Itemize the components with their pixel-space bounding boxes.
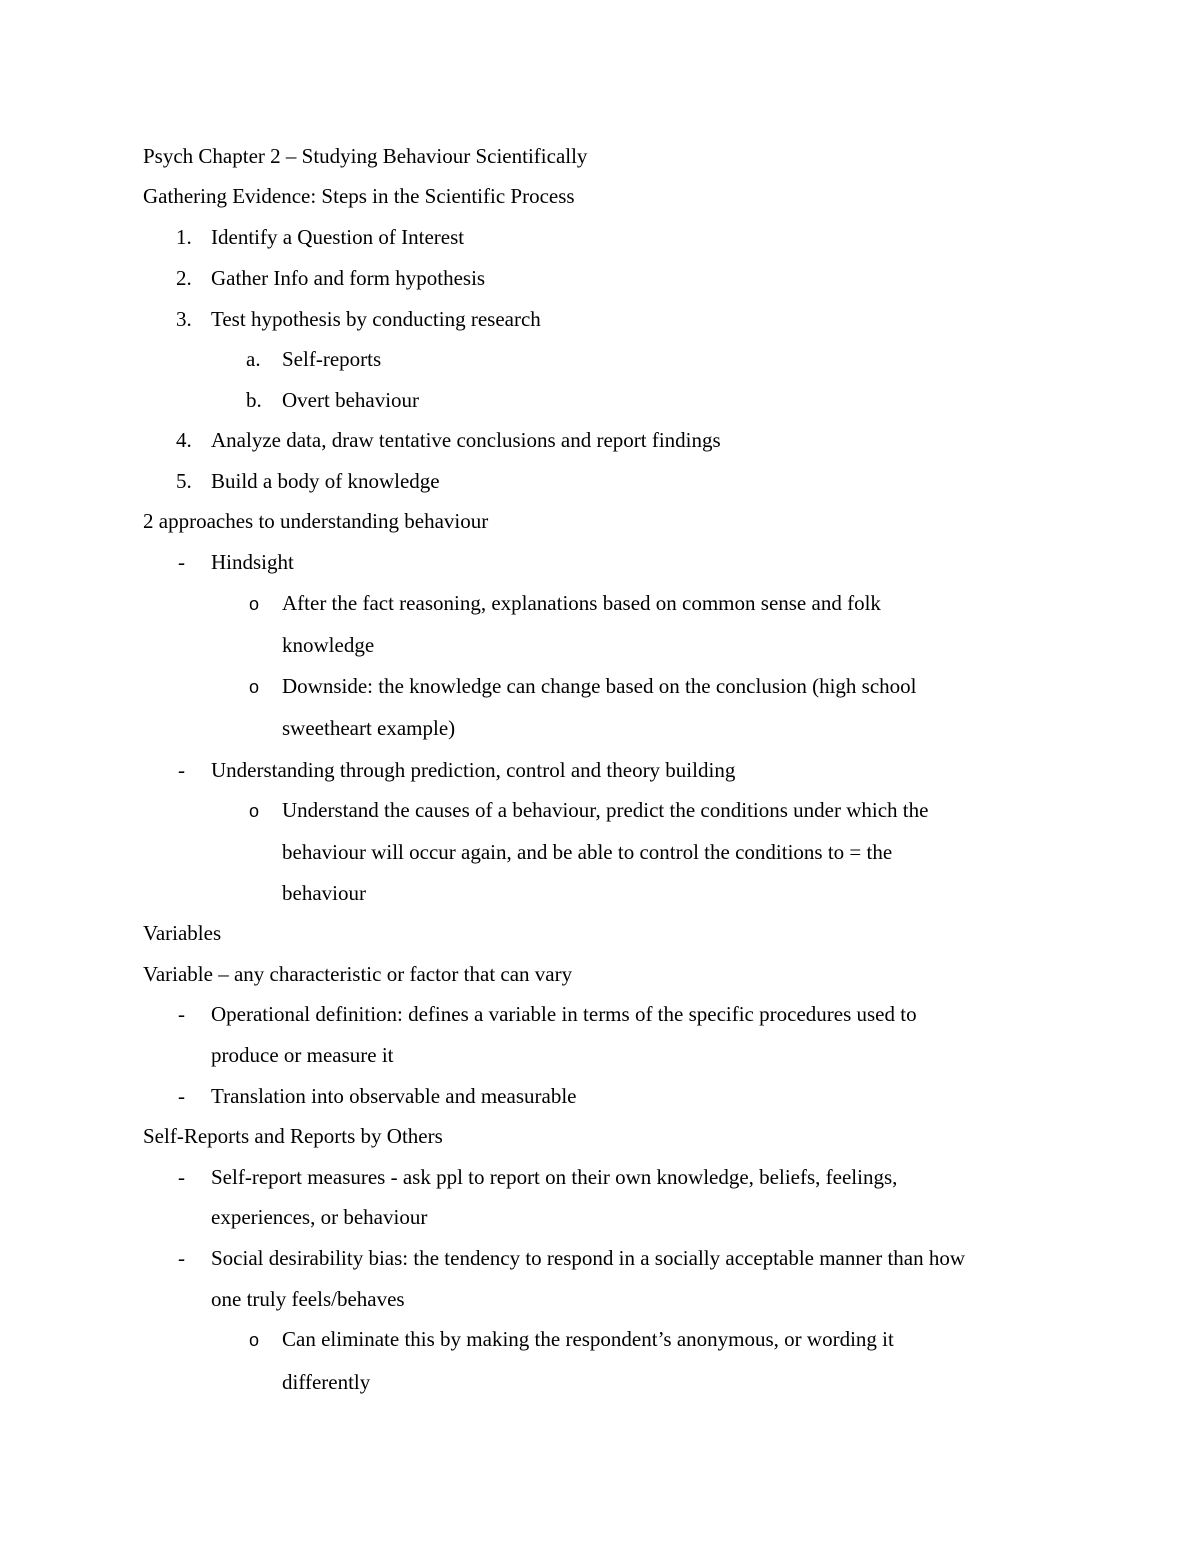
list-item-hindsight: Hindsight — [211, 550, 294, 574]
section-heading-approaches: 2 approaches to understanding behaviour — [143, 509, 489, 533]
list-item-understanding: Understanding through prediction, control and theory building — [211, 758, 736, 782]
sublist-item-continuation: sweetheart example) — [282, 716, 456, 740]
list-marker: 4. — [176, 428, 192, 452]
list-item: Analyze data, draw tentative conclusions and report findings — [211, 428, 721, 452]
sublist-item: Overt behaviour — [282, 388, 420, 412]
document-title: Psych Chapter 2 – Studying Behaviour Scientifically — [143, 144, 588, 168]
sublist-item-continuation: behaviour — [282, 881, 366, 905]
list-item: Test hypothesis by conducting research — [211, 307, 541, 331]
sublist-item: Can eliminate this by making the respondent’s anonymous, or wording it — [282, 1327, 894, 1351]
circle-bullet: o — [249, 801, 260, 821]
list-item-continuation: experiences, or behaviour — [211, 1205, 428, 1229]
dash-bullet: - — [178, 758, 185, 782]
dash-bullet: - — [178, 1002, 185, 1026]
list-marker: 2. — [176, 266, 192, 290]
sublist-item: After the fact reasoning, explanations based on common sense and folk — [282, 591, 881, 615]
list-item: Social desirability bias: the tendency to respond in a socially acceptable manner than how — [211, 1246, 966, 1270]
variable-definition: Variable – any characteristic or factor that can vary — [143, 962, 573, 986]
dash-bullet: - — [178, 1165, 185, 1189]
sublist-item: Downside: the knowledge can change based on the conclusion (high school — [282, 674, 917, 698]
list-item: Gather Info and form hypothesis — [211, 266, 486, 290]
sublist-item-continuation: knowledge — [282, 633, 375, 657]
circle-bullet: o — [249, 1330, 260, 1350]
list-item: Build a body of knowledge — [211, 469, 440, 493]
dash-bullet: - — [178, 1084, 185, 1108]
circle-bullet: o — [249, 594, 260, 614]
list-item: Operational definition: defines a variable in terms of the specific procedures used to — [211, 1002, 917, 1026]
list-marker: 5. — [176, 469, 192, 493]
sublist-item-continuation: behaviour will occur again, and be able to control the conditions to = the — [282, 840, 893, 864]
list-marker: 1. — [176, 225, 192, 249]
section-heading-variables: Variables — [143, 921, 222, 945]
sublist-marker: b. — [246, 388, 262, 412]
list-marker: 3. — [176, 307, 192, 331]
list-item: Identify a Question of Interest — [211, 225, 465, 249]
dash-bullet: - — [178, 550, 185, 574]
list-item-continuation: one truly feels/behaves — [211, 1287, 405, 1311]
sublist-marker: a. — [246, 347, 261, 371]
sublist-item-continuation: differently — [282, 1370, 371, 1394]
sublist-item: Understand the causes of a behaviour, predict the conditions under which the — [282, 798, 929, 822]
list-item: Self-report measures - ask ppl to report on their own knowledge, beliefs, feelings, — [211, 1165, 898, 1189]
section-heading-scientific-process: Gathering Evidence: Steps in the Scientific Process — [143, 184, 575, 208]
list-item: Translation into observable and measurable — [211, 1084, 577, 1108]
sublist-item: Self-reports — [282, 347, 382, 371]
circle-bullet: o — [249, 677, 260, 697]
dash-bullet: - — [178, 1246, 185, 1270]
section-heading-self-reports: Self-Reports and Reports by Others — [143, 1124, 443, 1148]
list-item-continuation: produce or measure it — [211, 1043, 394, 1067]
